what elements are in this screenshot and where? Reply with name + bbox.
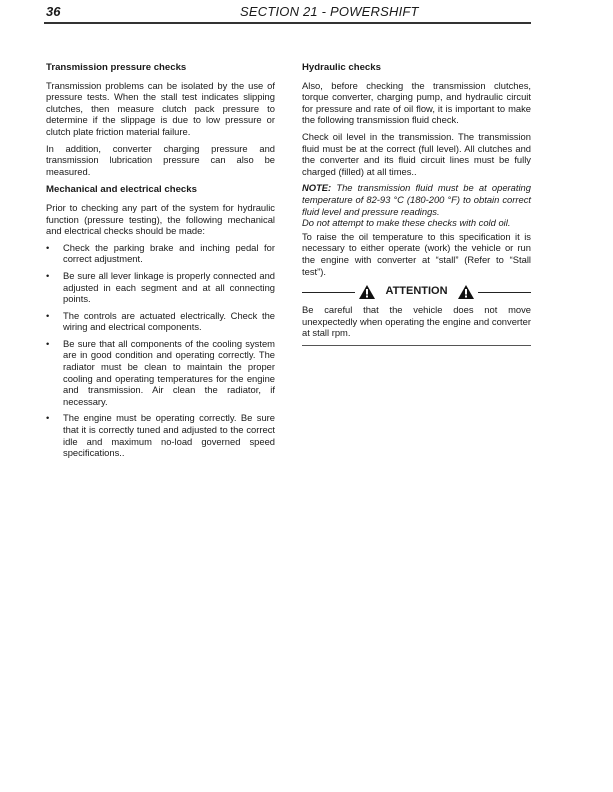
list-item-text: Be sure all lever linkage is properly connected and adjusted in each segment and at all connecting points. (63, 269, 275, 305)
list-item (46, 338, 275, 408)
paragraph: In addition, converter charging pressure and transmission lubrication pressure can also be measured. (46, 142, 275, 177)
attention-label: ATTENTION (385, 285, 448, 298)
note-label: NOTE: (302, 182, 332, 194)
list-item (46, 242, 275, 265)
paragraph: Check oil level in the transmission. The transmission fluid must be at the correct (full level). All clutches and the converter and its fluid circuit lines must be fully charged (filled) at all times.. (302, 130, 531, 177)
paragraph: Prior to checking any part of the system for hydraulic function (pressure testing), the following mechanical and electrical checks should be made: (46, 201, 275, 237)
attention-end-divider (302, 345, 531, 347)
list-item (46, 270, 275, 305)
header-divider (44, 22, 531, 24)
paragraph: Transmission problems can be isolated by the use of pressure tests. When the stall test indicates slipping clutches, then measure clutch pack pressure to determine if the slippage is due to low pressure or clutch plate friction material failure. (46, 79, 275, 137)
attention-text: Be careful that the vehicle does not move unexpectedly when operating the engine and converter at stall rpm. (302, 304, 531, 339)
bullet: • (46, 309, 50, 321)
bullet: • (46, 412, 50, 424)
note (302, 182, 531, 217)
page-number: 36 (46, 4, 61, 19)
list-item (46, 310, 275, 333)
left-column (46, 62, 275, 464)
warning-triangle-icon (458, 285, 474, 299)
right-column (302, 62, 531, 346)
divider (302, 292, 355, 293)
heading-mechanical-electrical-checks: Mechanical and electrical checks (46, 184, 197, 196)
list-item (46, 412, 275, 458)
note-text-2: Do not attempt to make these checks with cold oil. (302, 217, 511, 229)
checks-list (46, 242, 275, 459)
note-text: The transmission fluid must be at operating temperature of 82-93 °C (180-200 °F) to obtain correct fluid level and pressure readings. (302, 182, 531, 217)
list-item-text: The controls are actuated electrically. Check the wiring and electrical components. (63, 309, 275, 333)
list-item-text: Check the parking brake and inching pedal for correct adjustment. (63, 241, 275, 265)
divider (478, 292, 531, 293)
paragraph: Also, before checking the transmission clutches, torque converter, charging pump, and hydraulic circuit for pressure and rate of oil flow, it is important to make the following transmission fluid check. (302, 79, 531, 126)
bullet: • (46, 269, 50, 281)
section-title: SECTION 21 - POWERSHIFT (240, 4, 419, 19)
bullet: • (46, 241, 50, 253)
list-item-text: The engine must be operating correctly. Be sure that it is correctly tuned and adjusted to the correct idle and maximum no-load governed speed specifications.. (63, 412, 275, 459)
attention-banner (302, 285, 531, 299)
paragraph: To raise the oil temperature to this specification it is necessary to either operate (work) the vehicle or run the engine with converter at “stall” (Refer to “Stall test”). (302, 230, 531, 277)
heading-transmission-pressure-checks: Transmission pressure checks (46, 62, 187, 73)
heading-hydraulic-checks: Hydraulic checks (302, 62, 381, 73)
list-item-text: Be sure that all components of the cooling system are in good condition and operating correctly. The radiator must be clean to maintain the proper cooling and operating temperatures for the engine and transmission. Air clean the radiator, if necessary. (63, 337, 275, 407)
warning-triangle-icon (359, 285, 375, 299)
bullet: • (46, 337, 50, 349)
